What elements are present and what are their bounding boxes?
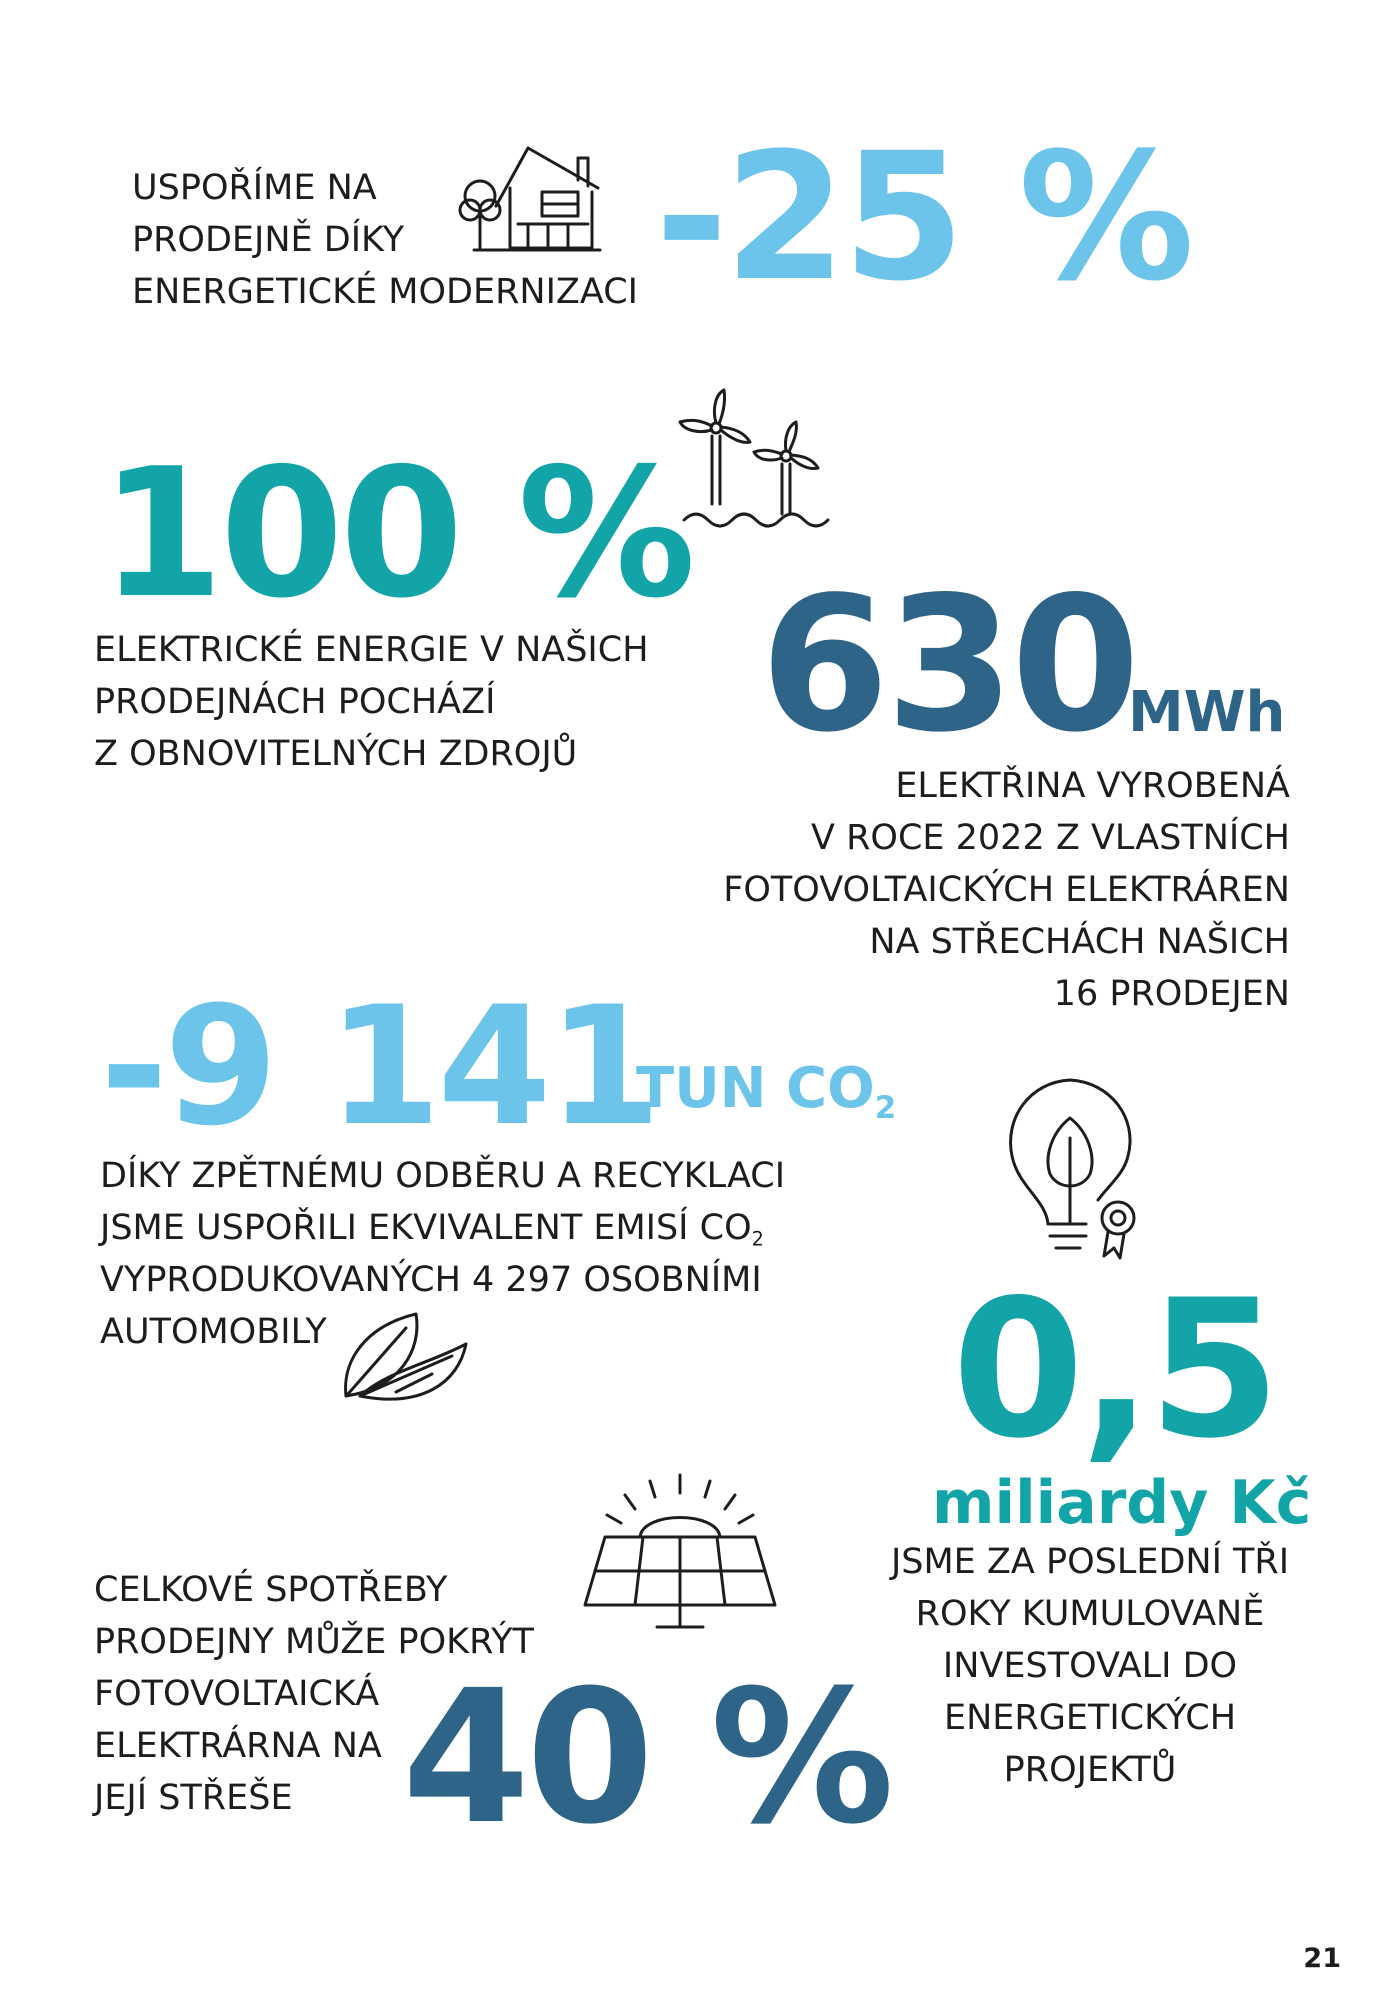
renewables-line: PRODEJNÁCH POCHÁZÍ <box>94 682 496 722</box>
investment-line: ENERGETICKÝCH <box>943 1698 1237 1738</box>
co2-line: AUTOMOBILY <box>100 1312 327 1352</box>
page-number: 21 <box>1303 1943 1341 1974</box>
investment-value: 0,5 <box>952 1259 1277 1480</box>
investment-line: INVESTOVALI DO <box>942 1646 1238 1686</box>
solar-coverage-value: 40 % <box>402 1651 891 1865</box>
solar-panel-icon <box>565 1465 795 1635</box>
modernization-value: -25 % <box>655 115 1191 320</box>
solar-production-line: NA STŘECHÁCH NAŠICH <box>869 922 1290 962</box>
solar-coverage-line: ELEKTRÁRNA NA <box>94 1726 382 1766</box>
wind-turbines-icon <box>672 386 842 536</box>
investment-line: ROKY KUMULOVANĚ <box>915 1594 1265 1634</box>
co2-savings-unit <box>636 1056 897 1126</box>
co2-line: VYPRODUKOVANÝCH 4 297 OSOBNÍMI <box>100 1260 762 1300</box>
investment-unit: miliardy Kč <box>932 1468 1312 1538</box>
co2-unit-main: TUN CO <box>636 1056 875 1121</box>
solar-production-value: 630 <box>760 556 1137 773</box>
solar-coverage-line: FOTOVOLTAICKÁ <box>94 1674 380 1714</box>
solar-production-line: FOTOVOLTAICKÝCH ELEKTRÁREN <box>723 870 1290 910</box>
solar-coverage-line: CELKOVÉ SPOTŘEBY <box>94 1570 448 1610</box>
co2-line: DÍKY ZPĚTNÉMU ODBĚRU A RECYKLACI <box>100 1156 786 1196</box>
renewables-text <box>94 624 649 780</box>
investment-line: JSME ZA POSLEDNÍ TŘI <box>890 1542 1290 1582</box>
modernization-line: PRODEJNĚ DÍKY <box>132 220 405 260</box>
solar-production-text <box>723 760 1290 1020</box>
co2-savings-value: -9 141 <box>100 971 658 1162</box>
modernization-line: USPOŘÍME NA <box>132 168 377 208</box>
eco-lightbulb-icon <box>988 1060 1158 1270</box>
solar-coverage-line: PRODEJNY MŮŽE POKRÝT <box>94 1622 534 1662</box>
solar-coverage-line: JEJÍ STŘEŠE <box>94 1778 293 1818</box>
renewables-line: Z OBNOVITELNÝCH ZDROJŮ <box>94 734 578 774</box>
solar-production-unit: MWh <box>1128 680 1286 745</box>
co2-unit-sub: 2 <box>874 1089 897 1126</box>
leaf-icon <box>336 1300 476 1420</box>
investment-line: PROJEKTŮ <box>1003 1750 1177 1790</box>
renewables-value: 100 % <box>100 430 692 637</box>
solar-production-line: ELEKTŘINA VYROBENÁ <box>895 766 1290 806</box>
investment-text <box>880 1536 1300 1796</box>
renewables-line: ELEKTRICKÉ ENERGIE V NAŠICH <box>94 630 649 670</box>
house-tree-icon <box>450 140 610 260</box>
modernization-line: ENERGETICKÉ MODERNIZACI <box>132 272 638 312</box>
solar-production-line: V ROCE 2022 Z VLASTNÍCH <box>811 818 1290 858</box>
solar-production-line: 16 PRODEJEN <box>1053 974 1290 1014</box>
co2-line: JSME USPOŘILI EKVIVALENT EMISÍ $CO_2$ <box>100 1208 764 1251</box>
